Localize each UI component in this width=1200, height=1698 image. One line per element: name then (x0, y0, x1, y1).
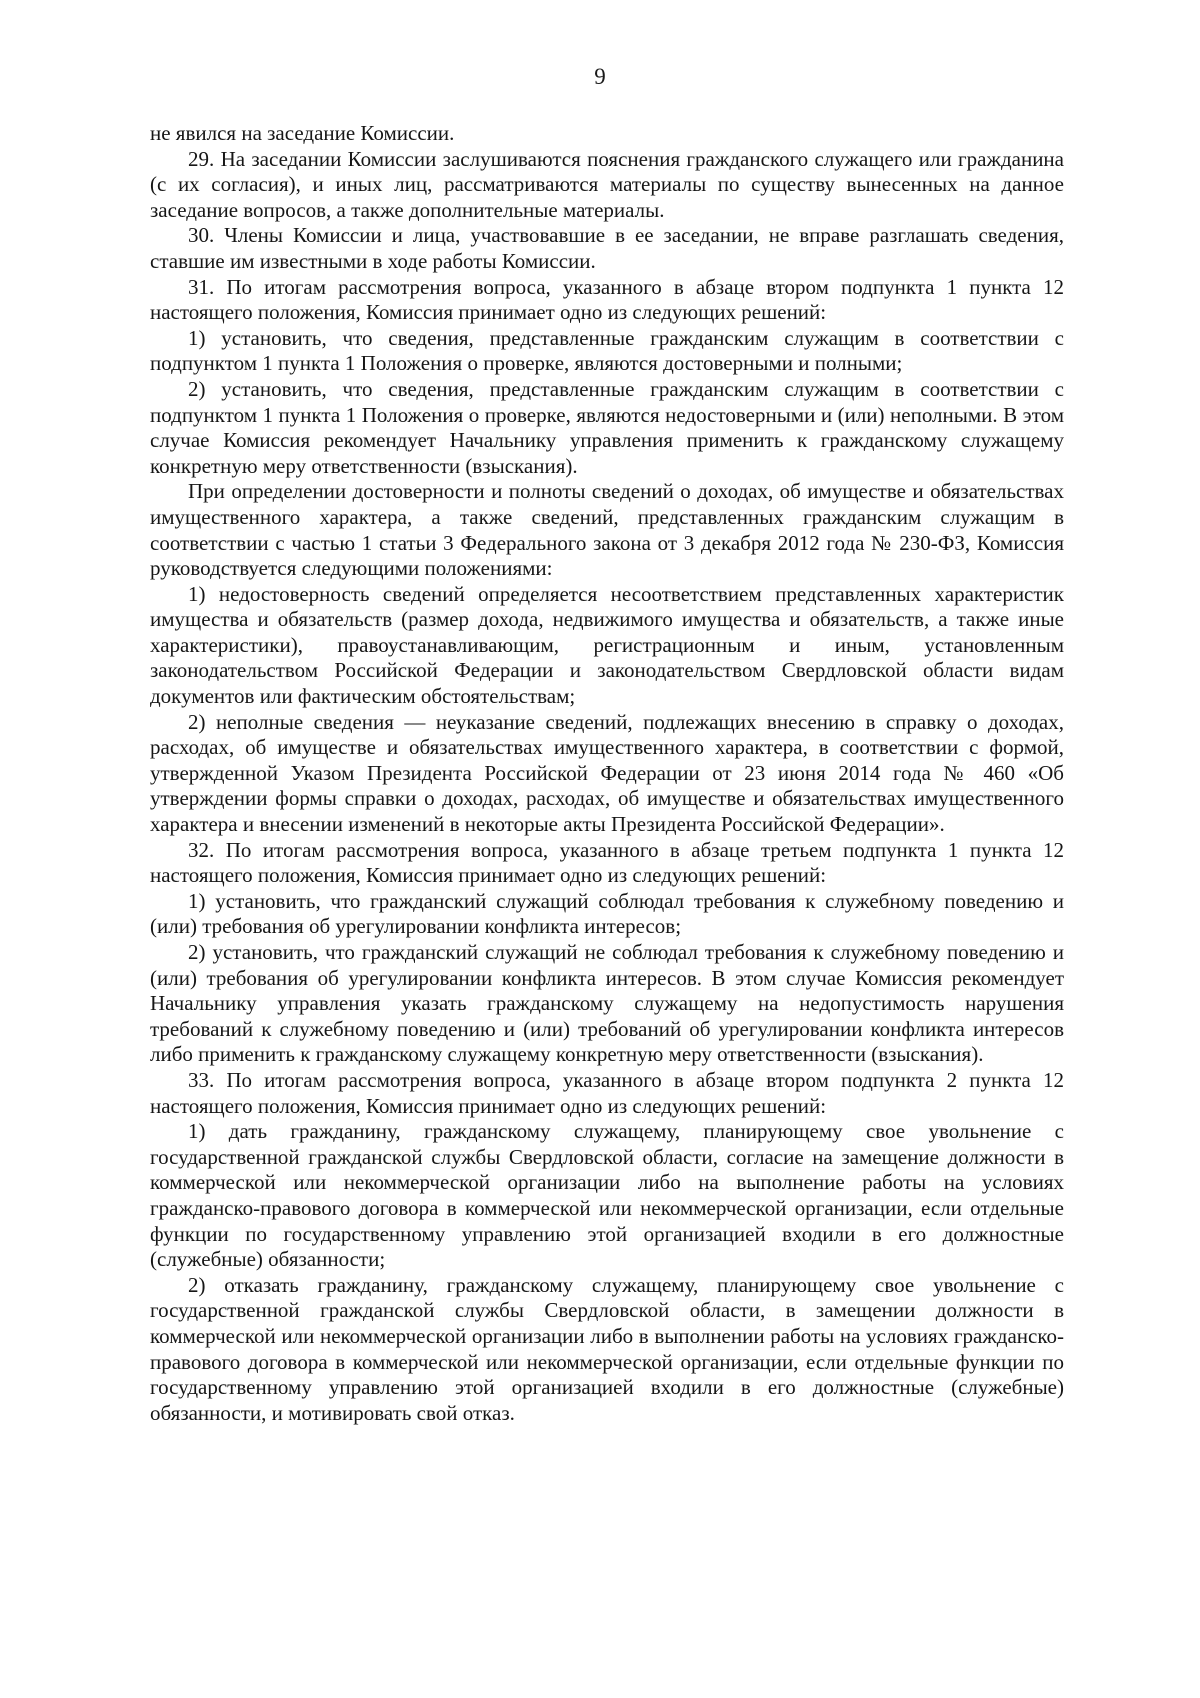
paragraph-32: 32. По итогам рассмотрения вопроса, указанного в абзаце третьем подпункта 1 пункта 12 настоящего положения, Комиссия принимает одно из следующих решений: (150, 837, 1064, 888)
document-body (150, 121, 1064, 1426)
paragraph-criteria-item-1: 1) недостоверность сведений определяется несоответствием представленных характеристик имущества и обязательств (размер дохода, недвижимого имущества и обязательств, а также иные характеристики), правоустанавливающим, регистрационным и иным, установленным законодательством Российской Федерации и законодательством Свердловской области видам документов или фактическим обстоятельствам; (150, 581, 1064, 709)
paragraph-33-item-1: 1) дать гражданину, гражданскому служащему, планирующему свое увольнение с государственной гражданской службы Свердловской области, согласие на замещение должности в коммерческой или некоммерческой организации либо на выполнение работы на условиях гражданско-правового договора в коммерческой или некоммерческой организации, если отдельные функции по государственному управлению этой организацией входили в его должностные (служебные) обязанности; (150, 1119, 1064, 1272)
paragraph-29: 29. На заседании Комиссии заслушиваются пояснения гражданского служащего или гражданина (с их согласия), и иных лиц, рассматриваются материалы по существу вынесенных на данное заседание вопросов, а также дополнительные материалы. (150, 146, 1064, 222)
paragraph-33-item-2: 2) отказать гражданину, гражданскому служащему, планирующему свое увольнение с государственной гражданской службы Свердловской области, в замещении должности в коммерческой или некоммерческой организации либо в выполнении работы на условиях гражданско-правового договора в коммерческой или некоммерческой организации, если отдельные функции по государственному управлению этой организацией входили в его должностные (служебные) обязанности, и мотивировать свой отказ. (150, 1272, 1064, 1425)
paragraph-reliability-criteria: При определении достоверности и полноты сведений о доходах, об имуществе и обязательствах имущественного характера, а также сведений, представленных гражданским служащим в соответствии с частью 1 статьи 3 Федерального закона от 3 декабря 2012 года № 230-ФЗ, Комиссия руководствуется следующими положениями: (150, 479, 1064, 581)
paragraph-30: 30. Члены Комиссии и лица, участвовавшие в ее заседании, не вправе разглашать сведения, ставшие им известными в ходе работы Комиссии. (150, 223, 1064, 273)
page-number: 9 (594, 64, 606, 89)
paragraph-32-item-1: 1) установить, что гражданский служащий соблюдал требования к служебному поведению и (или) требования об урегулировании конфликта интересов; (150, 888, 1064, 939)
paragraph-33: 33. По итогам рассмотрения вопроса, указанного в абзаце втором подпункта 2 пункта 12 настоящего положения, Комиссия принимает одно из следующих решений: (150, 1067, 1064, 1118)
paragraph-31: 31. По итогам рассмотрения вопроса, указанного в абзаце втором подпункта 1 пункта 12 настоящего положения, Комиссия принимает одно из следующих решений: (150, 274, 1064, 325)
paragraph-continuation: не явился на заседание Комиссии. (150, 121, 455, 145)
paragraph-31-item-2: 2) установить, что сведения, представленные гражданским служащим в соответствии с подпунктом 1 пункта 1 Положения о проверке, являются недостоверными и (или) неполными. В этом случае Комиссия рекомендует Начальнику управления применить к гражданскому служащему конкретную меру ответственности (взыскания). (150, 376, 1064, 478)
paragraph-32-item-2: 2) установить, что гражданский служащий не соблюдал требования к служебному поведению и (или) требования об урегулировании конфликта интересов. В этом случае Комиссия рекомендует Начальнику управления указать гражданскому служащему на недопустимость нарушения требований к служебному поведению и (или) требований об урегулировании конфликта интересов либо применить к гражданскому служащему конкретную меру ответственности (взыскания). (150, 940, 1064, 1067)
paragraph-criteria-item-2: 2) неполные сведения — неуказание сведений, подлежащих внесению в справку о доходах, расходах, об имуществе и обязательствах имущественного характера, в соответствии с формой, утвержденной Указом Президента Российской Федерации от 23 июня 2014 года № 460 «Об утверждении формы справки о доходах, расходах, об имуществе и обязательствах имущественного характера и внесении изменений в некоторые акты Президента Российской Федерации». (150, 709, 1064, 837)
paragraph-31-item-1: 1) установить, что сведения, представленные гражданским служащим в соответствии с подпунктом 1 пункта 1 Положения о проверке, являются достоверными и полными; (150, 325, 1064, 376)
